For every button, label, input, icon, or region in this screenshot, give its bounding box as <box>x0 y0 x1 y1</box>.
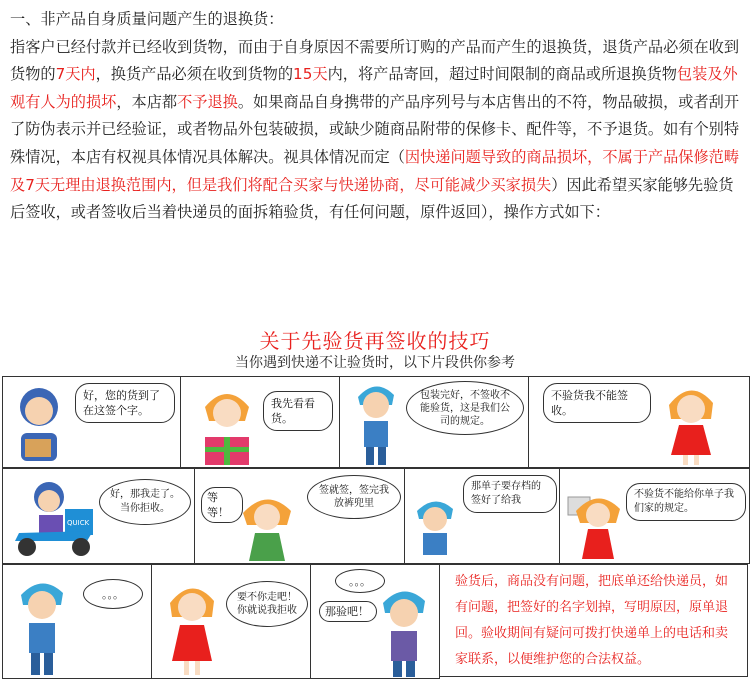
speech-bubble: 不验货不能给你单子我们家的规定。 <box>626 483 746 521</box>
thought-bubble: 包装完好，不签收不能验货，这是我们公司的规定。 <box>406 381 524 435</box>
comic-panel-5 <box>2 468 195 564</box>
policy-seg: 指客户已经付款并已经收到货物，而由于自身原因不需要所订购的产品而产生的退换货，退货产品必须在收到货物的 <box>10 37 739 84</box>
comic-panel-3 <box>339 376 529 468</box>
speech-bubble: 等等！ <box>201 487 243 523</box>
comic-panel-4 <box>528 376 750 468</box>
policy-highlight: 包装及外观有人为的损坏 <box>10 65 738 111</box>
thought-bubble: 。。。 <box>83 579 143 609</box>
policy-highlight: 15天 <box>293 65 328 84</box>
thought-bubble: 要不你走吧！你就说我拒收 <box>226 581 308 627</box>
speech-bubble: 我先看看货。 <box>263 391 333 431</box>
comic-panel-11 <box>310 564 440 679</box>
girl-papers-figure <box>566 487 626 563</box>
policy-body <box>10 34 746 227</box>
courier-scooter-figure <box>9 475 101 561</box>
comic-title: 关于先验货再签收的技巧 <box>259 329 491 353</box>
policy-seg: 内，将产品寄回，超过时间限制的商品或所退换货物 <box>327 65 677 84</box>
instruction-note: 验货后，商品没有问题，把底单还给快递员，如有问题，把签好的名字划掉，写明原因，原单退回。验收期间有疑问可拨打快递单上的电话和卖家联系，以便维护您的合法权益。 <box>439 564 748 677</box>
thought-bubble: 好，那我走了。当你拒收。 <box>99 479 191 525</box>
speech-bubble: 那验吧！ <box>319 601 377 622</box>
girl-gift-figure <box>195 381 259 467</box>
speech-bubble: 那单子要存档的签好了给我 <box>463 475 557 513</box>
comic-panel-7 <box>404 468 560 564</box>
girl-red-dress-figure <box>162 577 222 677</box>
blue-hair-man-figure <box>15 577 69 677</box>
courier-figure <box>11 383 67 465</box>
policy-seg: 。如果商品自身携带的产品序列号与本店售出的不符，物品破损，或者刮开了防伪表示并已经验证，或者物品外包装破损，或缺少随商品附带的保修卡、配件等，不予退货。如有个别特殊情况，本店有权视具体情况具体解决。视具体情况而定（ <box>10 92 739 166</box>
girl-arms-crossed-figure <box>235 489 299 563</box>
policy-highlight: 因快递问题导致的商品损坏，不属于产品保修范畴及7天无理由退换范围内，但是我们将配合买家与快递协商，尽可能减少买家损失 <box>10 147 739 194</box>
comic-subtitle: 当你遇到快递不让验货时，以下片段供你参考 <box>235 355 515 371</box>
comic-panel-1 <box>2 376 181 468</box>
policy-seg: ，换货产品必须在收到货物的 <box>95 65 294 84</box>
van-label: QUICK <box>67 519 90 527</box>
thought-bubble: 。。。 <box>335 569 385 593</box>
comic-panel-2 <box>180 376 340 468</box>
policy-heading: 一、非产品自身质量问题产生的退换货： <box>10 10 284 28</box>
blue-hair-man-figure <box>377 585 431 677</box>
girl-red-dress-figure <box>661 379 721 467</box>
comic-panel-9 <box>2 564 152 679</box>
comic-panel-8 <box>559 468 750 564</box>
blue-hair-man-figure <box>411 495 459 563</box>
comic-panel-6 <box>194 468 405 564</box>
policy-text <box>10 6 746 227</box>
policy-highlight: 7天内 <box>55 65 96 84</box>
policy-seg: ）因此希望买家能够先验货后签收，或者签收后当着快递员的面拆箱验货，有任何问题，原件返回），操作方式如下： <box>10 175 734 222</box>
thought-bubble: 签就签，签完我放裤兜里 <box>307 475 401 519</box>
speech-bubble: 好，您的货到了在这签个字。 <box>75 383 175 423</box>
policy-seg: ，本店都 <box>116 92 178 111</box>
comic-panel-10 <box>151 564 311 679</box>
blue-hair-man-figure <box>352 379 400 467</box>
speech-bubble: 不验货我不能签收。 <box>543 383 651 423</box>
policy-highlight: 不予退换 <box>177 92 238 111</box>
